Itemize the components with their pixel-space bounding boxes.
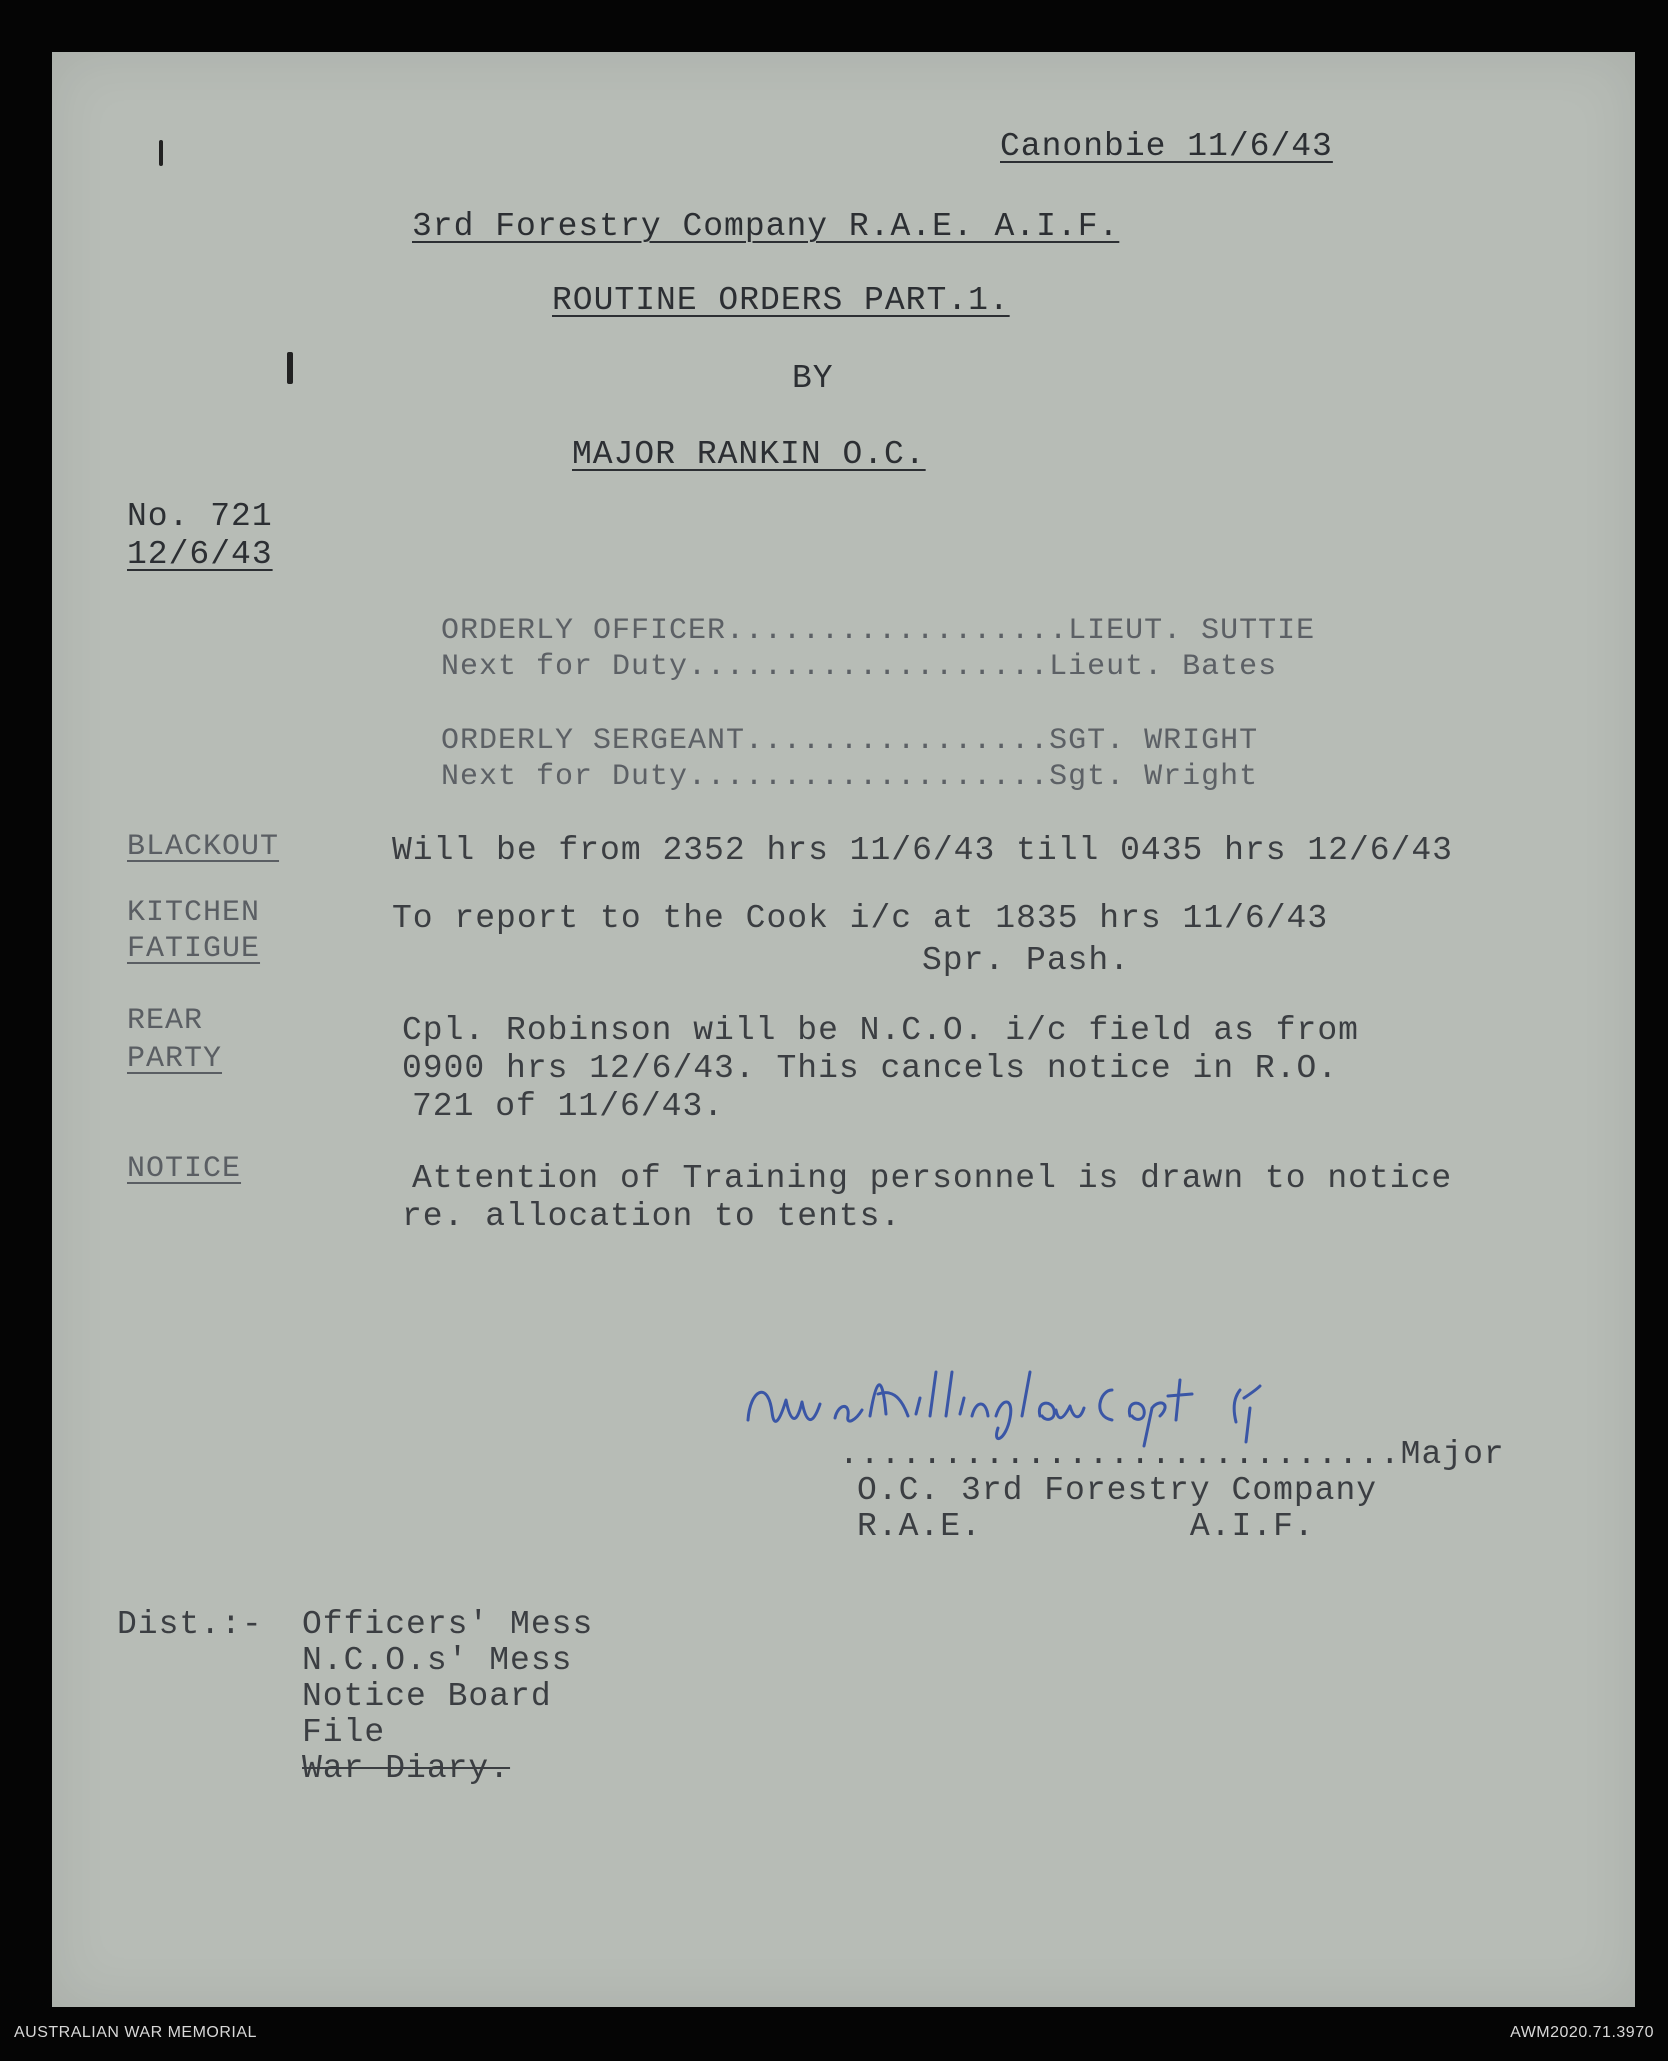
order-number: No. 721 [127,498,273,535]
section-label-kitchen: KITCHEN [127,896,261,930]
footer-left: AUSTRALIAN WAR MEMORIAL [14,2024,257,2041]
distribution-item: Officers' Mess [302,1606,594,1643]
distribution-label: Dist.:- [117,1606,263,1643]
signature-title-2: R.A.E. A.I.F. [857,1508,1315,1545]
footer-right: AWM2020.71.3970 [1510,2024,1654,2041]
section-label-fatigue: FATIGUE [127,932,261,966]
section-label-notice: NOTICE [127,1152,242,1186]
distribution-item: File [302,1714,386,1751]
document-page [52,52,1635,2007]
kitchen-person: Spr. Pash. [922,942,1131,979]
section-label-rear: REAR [127,1004,204,1038]
signature-title-1: O.C. 3rd Forestry Company [857,1472,1378,1509]
kitchen-text: To report to the Cook i/c at 1835 hrs 11/6/43 [392,900,1329,937]
rear-text-2: 0900 hrs 12/6/43. This cancels notice in R.O. [402,1050,1339,1087]
distribution-item: War Diary. [302,1750,511,1787]
distribution-item: Notice Board [302,1678,552,1715]
duty-orderly-sergeant: ORDERLY SERGEANT................SGT. WRIGHT [441,724,1259,758]
order-date: 12/6/43 [127,536,273,573]
unit-name: 3rd Forestry Company R.A.E. A.I.F. [412,208,1120,245]
punch-mark-top [159,140,163,166]
by-line: BY [792,360,834,397]
document-title: ROUTINE ORDERS PART.1. [552,282,1010,319]
duty-next-sergeant: Next for Duty...................Sgt. Wright [441,760,1259,794]
notice-text-1: Attention of Training personnel is drawn to notice [412,1160,1453,1197]
place-date: Canonbie 11/6/43 [1000,128,1333,165]
section-label-blackout: BLACKOUT [127,830,280,864]
punch-mark-middle [287,352,293,384]
duty-next-officer: Next for Duty...................Lieut. Bates [441,650,1278,684]
distribution-item: N.C.O.s' Mess [302,1642,573,1679]
rear-text-3: 721 of 11/6/43. [412,1088,725,1125]
section-label-party: PARTY [127,1042,223,1076]
rear-text-1: Cpl. Robinson will be N.C.O. i/c field as from [402,1012,1359,1049]
duty-orderly-officer: ORDERLY OFFICER..................LIEUT. SUTTIE [441,614,1316,648]
commander-line: MAJOR RANKIN O.C. [572,436,926,473]
notice-text-2: re. allocation to tents. [402,1198,902,1235]
signature-line: ...........................Major [839,1436,1505,1473]
blackout-text: Will be from 2352 hrs 11/6/43 till 0435 hrs 12/6/43 [392,832,1453,869]
